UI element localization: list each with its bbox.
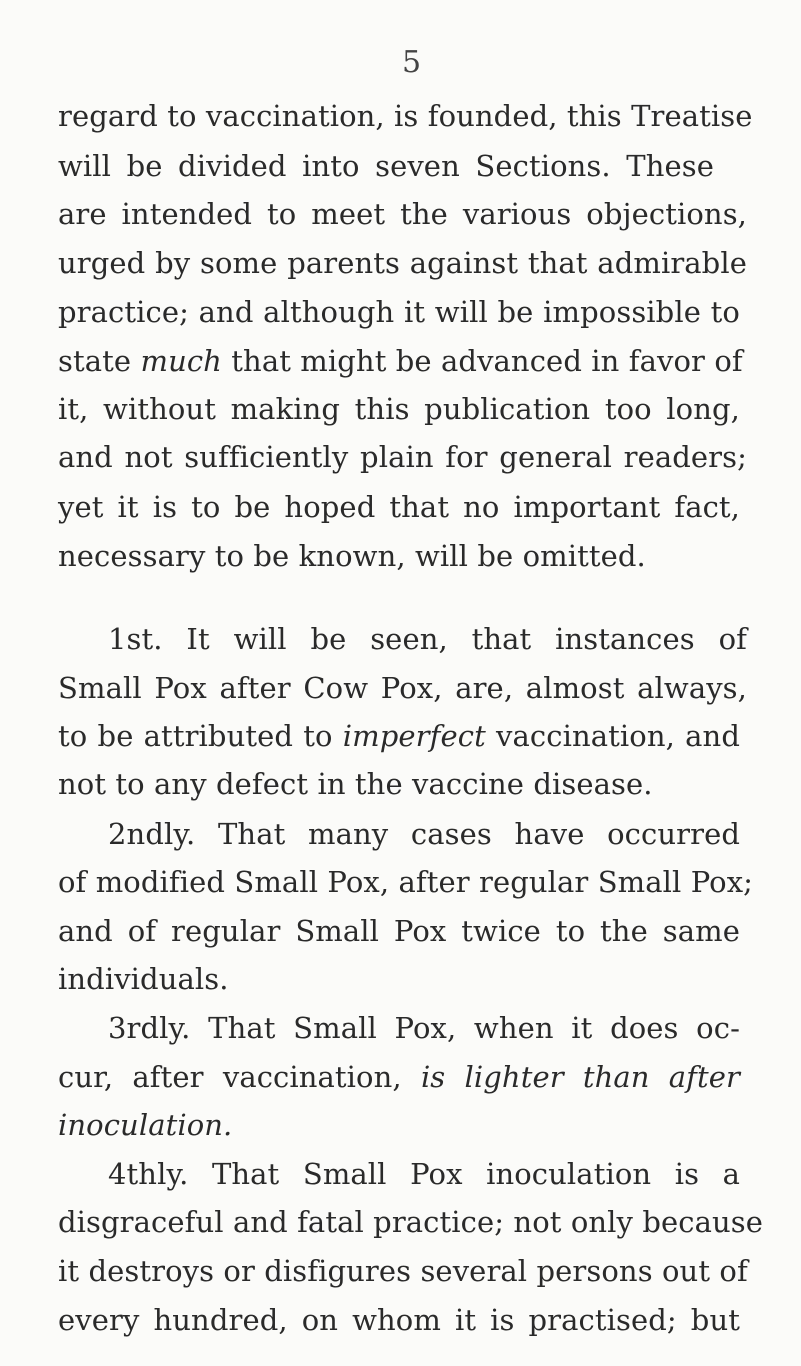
text-line: will be divided into seven Sections. These [58,148,714,183]
italic-run: inoculation. [58,1107,233,1142]
text-line: disgraceful and fatal practice; not only because [58,1205,764,1240]
text-line: 3rdly. That Small Pox, when it does oc- [108,1011,740,1046]
text-line [58,1101,232,1150]
text-line: not to any defect in the vaccine disease. [58,767,653,802]
text-line: 2ndly. That many cases have occurred [108,816,740,851]
text-line: are intended to meet the various objections, [58,196,747,231]
text-run: that might be advanced in favor of [221,343,743,378]
text-line: yet it is to be hoped that no important fact, [58,490,740,525]
page-number: 5 [402,45,422,80]
text-line: practice; and although it will be impossible to [58,294,740,329]
text-line: necessary to be known, will be omitted. [58,538,646,573]
text-line [58,337,743,386]
text-line: and not sufficiently plain for general readers; [58,440,747,475]
italic-run: is lighter than after [420,1059,740,1094]
text-run: vaccination, and [485,719,740,754]
text-run: to be attributed to [58,719,343,754]
text-line: urged by some parents against that admirable [58,246,747,281]
text-line: Small Pox after Cow Pox, are, almost always, [58,670,747,705]
text-line: it destroys or disfigures several persons out of [58,1254,748,1289]
text-line: individuals. [58,962,229,997]
text-line: 4thly. That Small Pox inoculation is a [108,1156,740,1191]
text-line: every hundred, on whom it is practised; but [58,1303,740,1337]
text-line [58,1053,740,1102]
text-run: cur, after vaccination, [58,1059,421,1094]
italic-run: much [140,343,222,378]
text-line: and of regular Small Pox twice to the same [58,913,740,948]
text-line: of modified Small Pox, after regular Small Pox; [58,864,754,899]
text-line: 1st. It will be seen, that instances of [108,621,747,656]
text-line: it, without making this publication too long, [58,391,740,426]
text-line: regard to vaccination, is founded, this Treatise [58,99,753,133]
text-run: state [58,343,141,378]
italic-run: imperfect [342,719,486,754]
text-line [58,712,740,761]
